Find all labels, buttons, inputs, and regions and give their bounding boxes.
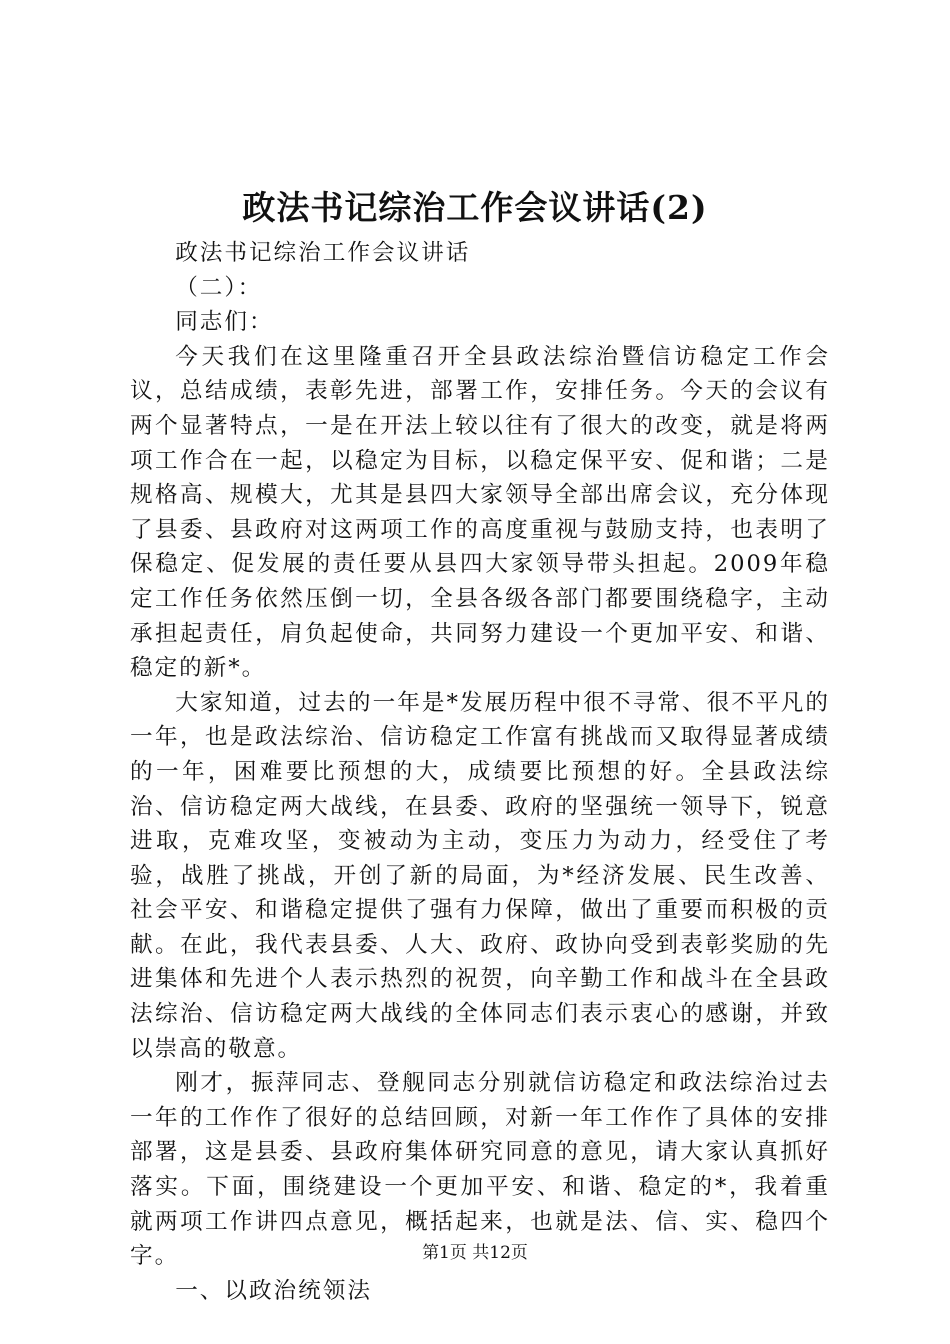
body-paragraph: 刚才，振萍同志、登舰同志分别就信访稳定和政法综治过去一年的工作作了很好的总结回顾，对新一年工作作了具体的安排部署，这是县委、县政府集体研究同意的意见，请大家认真抓好落实。下面，围绕建设一个更加平安、和谐、稳定的*，我着重就两项工作讲四点意见，概括起来，也就是法、信、实、稳四个字。 — [130, 1070, 830, 1270]
document-body — [130, 236, 830, 1308]
subtitle-paragraph: 政法书记综治工作会议讲话 — [175, 240, 471, 266]
body-paragraph: 今天我们在这里隆重召开全县政法综治暨信访稳定工作会议，总结成绩，表彰先进，部署工作，安排任务。今天的会议有两个显著特点，一是在开法上较以往有了很大的改变，就是将两项工作合在一起，以稳定为目标，以稳定保平安、促和谐；二是规格高、规模大，尤其是县四大家领导全部出席会议，充分体现了县委、县政府对这两项工作的高度重视与鼓励支持，也表明了保稳定、促发展的责任要从县四大家领导带头担起。2009年稳定工作任务依然压倒一切，全县各级各部门都要围绕稳字，主动承担起责任，肩负起使命，共同努力建设一个更加平安、和谐、稳定的新*。 — [130, 343, 830, 682]
page-number-footer: 第1页 共12页 — [422, 1243, 528, 1263]
salutation-paragraph: 同志们： — [175, 309, 274, 336]
section-heading: 一、以政治统领法 — [175, 1277, 372, 1304]
subtitle-number-paragraph: （二）： — [175, 274, 263, 301]
body-paragraph: 大家知道，过去的一年是*发展历程中很不寻常、很不平凡的一年，也是政法综治、信访稳定工作富有挑战而又取得显著成绩的一年，困难要比预想的大，成绩要比预想的好。全县政法综治、信访稳定两大战线，在县委、政府的坚强统一领导下，锐意进取，克难攻坚，变被动为主动，变压力为动力，经受住了考验，战胜了挑战，开创了新的局面，为*经济发展、民生改善、社会平安、和谐稳定提供了强有力保障，做出了重要而积极的贡献。在此，我代表县委、人大、政府、政协向受到表彰奖励的先进集体和先进个人表示热烈的祝贺，向辛勤工作和战斗在全县政法综治、信访稳定两大战线的全体同志们表示衷心的感谢，并致以崇高的敬意。 — [130, 689, 830, 1062]
document-title: 政法书记综治工作会议讲话(2) — [242, 188, 708, 227]
